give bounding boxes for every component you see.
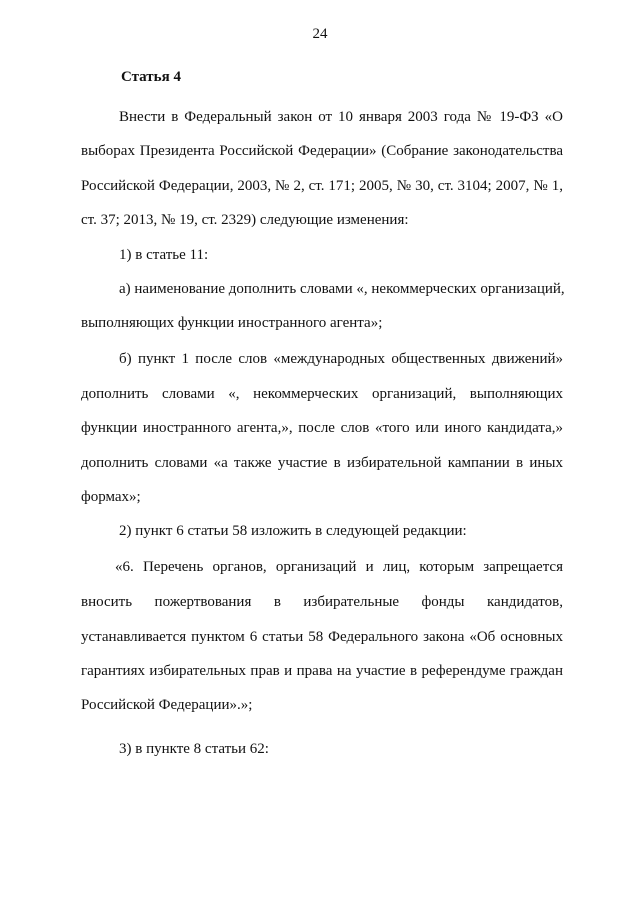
article-title: Статья 4 [121, 69, 181, 85]
text-line: ст. 37; 2013, № 19, ст. 2329) следующие изменения: [81, 212, 409, 228]
text-line: гарантиях избирательных прав и права на участие в референдуме граждан [81, 663, 563, 679]
text-line: 2) пункт 6 статьи 58 изложить в следующей редакции: [119, 523, 467, 539]
text-line: Российской Федерации, 2003, № 2, ст. 171; 2005, № 30, ст. 3104; 2007, № 1, [81, 178, 563, 194]
text-line: а) наименование дополнить словами «, некоммерческих организаций, [119, 281, 565, 297]
text-line: вносить пожертвования в избирательные фонды кандидатов, [81, 594, 563, 610]
text-line: дополнить словами «, некоммерческих организаций, выполняющих [81, 386, 563, 402]
text-line: 1) в статье 11: [119, 247, 209, 263]
text-line: выборах Президента Российской Федерации» (Собрание законодательства [81, 143, 563, 159]
page-number: 24 [312, 26, 328, 42]
text-line: б) пункт 1 после слов «международных общественных движений» [119, 351, 563, 367]
text-line: дополнить словами «а также участие в избирательной кампании в иных [81, 455, 563, 471]
text-line: «6. Перечень органов, организаций и лиц, которым запрещается [115, 559, 563, 575]
text-line: Российской Федерации».»; [81, 697, 253, 713]
text-line: устанавливается пунктом 6 статьи 58 Федерального закона «Об основных [81, 629, 563, 645]
text-line: выполняющих функции иностранного агента»; [81, 315, 383, 331]
text-line: Внести в Федеральный закон от 10 января 2003 года № 19-ФЗ «О [119, 109, 563, 125]
text-line: 3) в пункте 8 статьи 62: [119, 741, 269, 757]
text-line: функции иностранного агента,», после слов «того или иного кандидата,» [81, 420, 563, 436]
text-line: формах»; [81, 489, 141, 505]
